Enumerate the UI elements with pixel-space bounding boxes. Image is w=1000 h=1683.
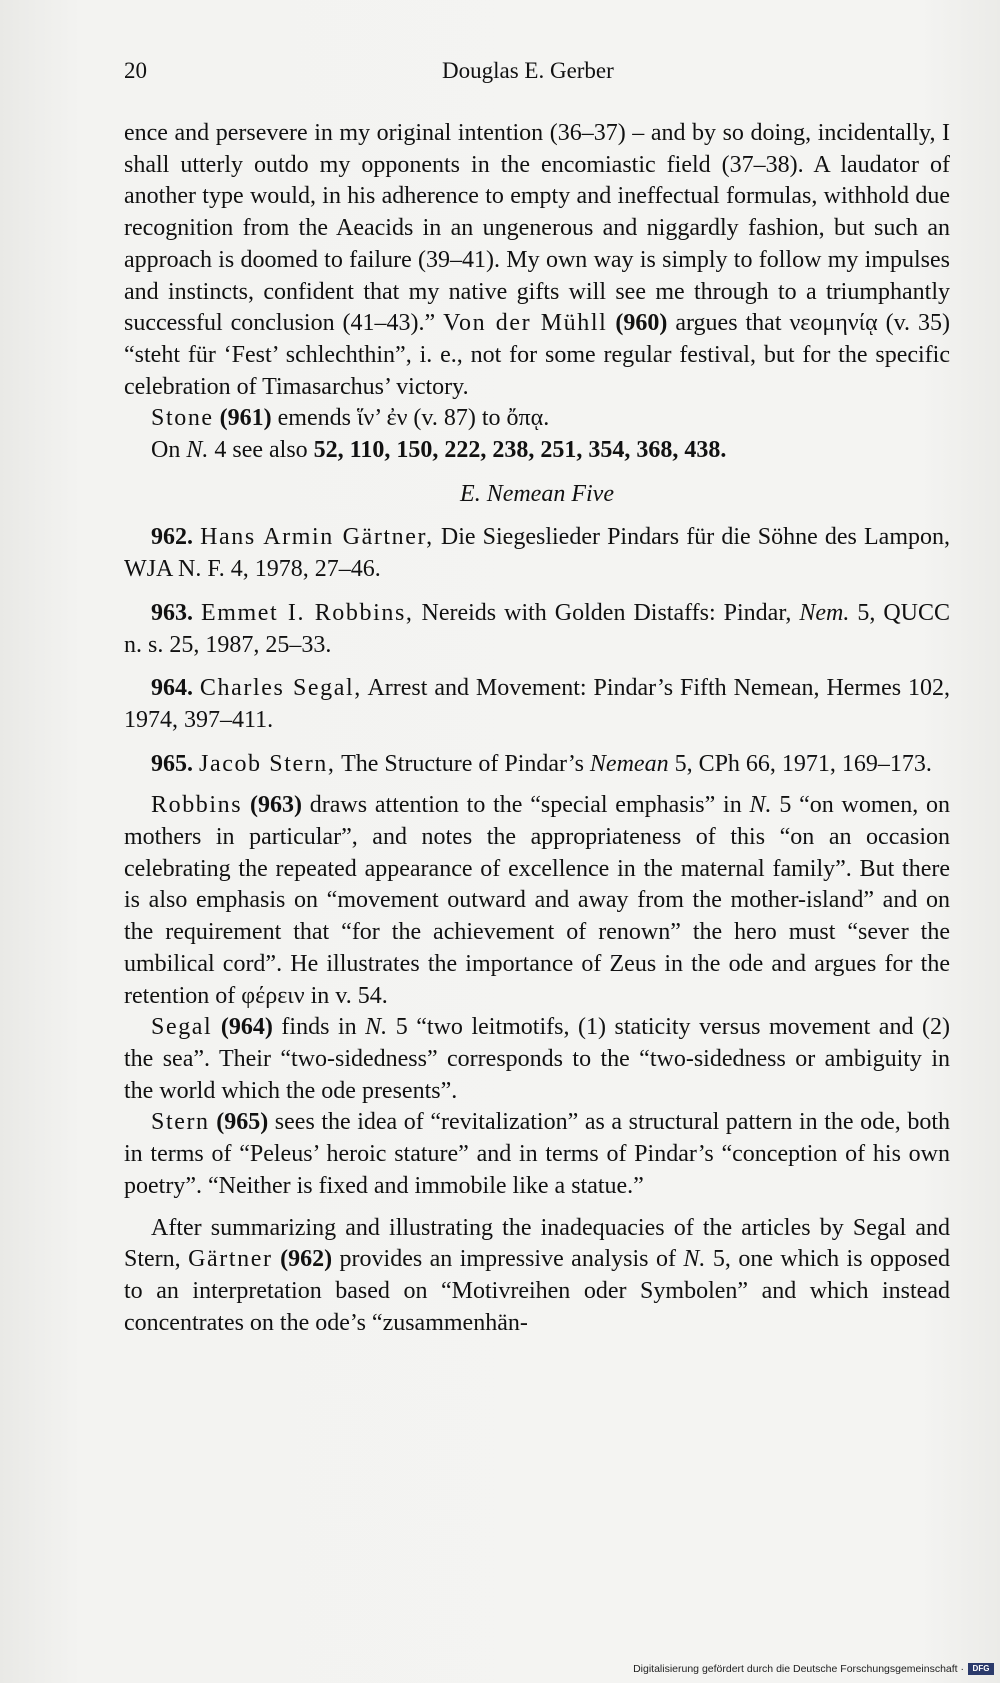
paragraph-gaertner: After summarizing and illustrating the inadequacies of the articles by Segal and Stern, Gärtner (962) provides an impressive analysis of N. 5, one which is opposed to an interpretation based on “Motivreihen oder Symbolen” and which instead concentrates on the ode’s “zusammenhän- [124,1214,950,1336]
paragraph-segal: Segal (964) finds in N. 5 “two leitmotifs, (1) staticity versus movement and (2) the sea”. Their “two-sidedness” corresponds to the “two-sidedness or ambiguity in the world which the ode presents”. [124,1014,950,1104]
reference-number: (963) [250,792,302,819]
work-abbreviation: N. [683,1246,706,1273]
author-name: Stern [151,1109,210,1136]
section-heading: E. Nemean Five [460,480,614,507]
author-name: Robbins [151,792,243,819]
paragraph-robbins: Robbins (963) draws attention to the “special emphasis” in N. 5 “on women, on mothers in particular”, and notes the appropriateness of this “on an occasion celebrating the repeated appearance of excellence in the maternal family”. But there is also emphasis on “movement outward and away from the mother-island” and on the requirement that “for the achievement of renown” the hero must “sever the umbilical cord”. He illustrates the importance of Zeus in the ode and argues for the retention of φέρειν in v. 54. [124,792,950,1009]
page-header [124,58,950,92]
paragraph-stern: Stern (965) sees the idea of “revitalization” as a structural pattern in the ode, both in terms of “Peleus’ heroic stature” and in terms of Pindar’s “conception of his own poetry”. “Neither is fixed and immobile like a statue.” [124,1109,951,1199]
entry-number: 965. [151,750,193,777]
author-name: Charles Segal, [199,675,362,702]
reference-list: 52, 110, 150, 222, 238, 251, 354, 368, 438. [313,437,727,464]
work-abbreviation: N. [749,792,772,819]
bibliography-entry-962: 962. Hans Armin Gärtner, Die Siegeslieder Pindars für die Söhne des Lampon, WJA N. F. 4, 1978, 27–46. [124,524,950,583]
reference-number: (960) [615,310,668,337]
paragraph-continuation: ence and persevere in my original intention (36–37) – and by so doing, incidentally, I shall utterly outdo my opponents in the encomiastic field (37–38). A laudator of another type would, in his adherence to empty and ineffectual formulas, withhold due recognition from the Aeacids in an ungenerous and niggardly fashion, but such an approach is doomed to failure (39–41). My own way is simply to follow my impulses and instincts, confident that my native gifts will see me through to a triumphantly successful conclusion (41–43).” Von der Mühll (960) argues that νεομηνίᾳ (v. 35) “steht für ‘Fest’ schlechthin”, i. e., not for some regular festival, but for the specific celebration of Timasarchus’ victory. [124,120,951,400]
running-head: Douglas E. Gerber [442,58,614,83]
digitization-footer [633,1661,994,1677]
work-abbreviation: Nem. [799,599,850,626]
work-abbreviation: N. [365,1014,388,1041]
bibliography-entry-965: 965. Jacob Stern, The Structure of Pindar’s Nemean 5, CPh 66, 1971, 169–173. [151,750,932,777]
work-title: Nemean [589,750,669,777]
reference-number: (962) [280,1246,333,1273]
entry-number: 962. [151,524,193,551]
bibliography-entry-963: 963. Emmet I. Robbins, Nereids with Golden Distaffs: Pindar, Nem. 5, QUCC n. s. 25, 1987, 25–33. [124,599,951,658]
author-name: Segal [151,1014,213,1041]
entry-number: 964. [151,675,193,702]
dfg-logo: DFG [968,1663,994,1675]
reference-number: (961) [219,405,272,432]
author-name: Hans Armin Gärtner, [200,524,434,551]
author-name: Stone [151,405,214,432]
paragraph-see-also: On N. 4 see also 52, 110, 150, 222, 238, 251, 354, 368, 438. [151,437,727,464]
funding-credit: Digitalisierung gefördert durch die Deutsche Forschungsgemeinschaft · [633,1663,964,1675]
author-name: Emmet I. Robbins, [201,599,414,626]
work-abbreviation: N. [186,437,209,464]
page-number: 20 [124,58,147,83]
page-body [124,118,950,1339]
author-name: Von der Mühll [443,310,608,337]
author-name: Jacob Stern, [199,750,336,777]
author-name: Gärtner [188,1246,273,1273]
entry-number: 963. [151,599,193,626]
reference-number: (965) [216,1109,269,1136]
bibliography-entry-964: 964. Charles Segal, Arrest and Movement: Pindar’s Fifth Nemean, Hermes 102, 1974, 397–411. [124,675,950,733]
paragraph-stone: Stone (961) emends ἵν’ ἐν (v. 87) to ὄπᾳ. [151,405,550,432]
reference-number: (964) [220,1014,273,1041]
